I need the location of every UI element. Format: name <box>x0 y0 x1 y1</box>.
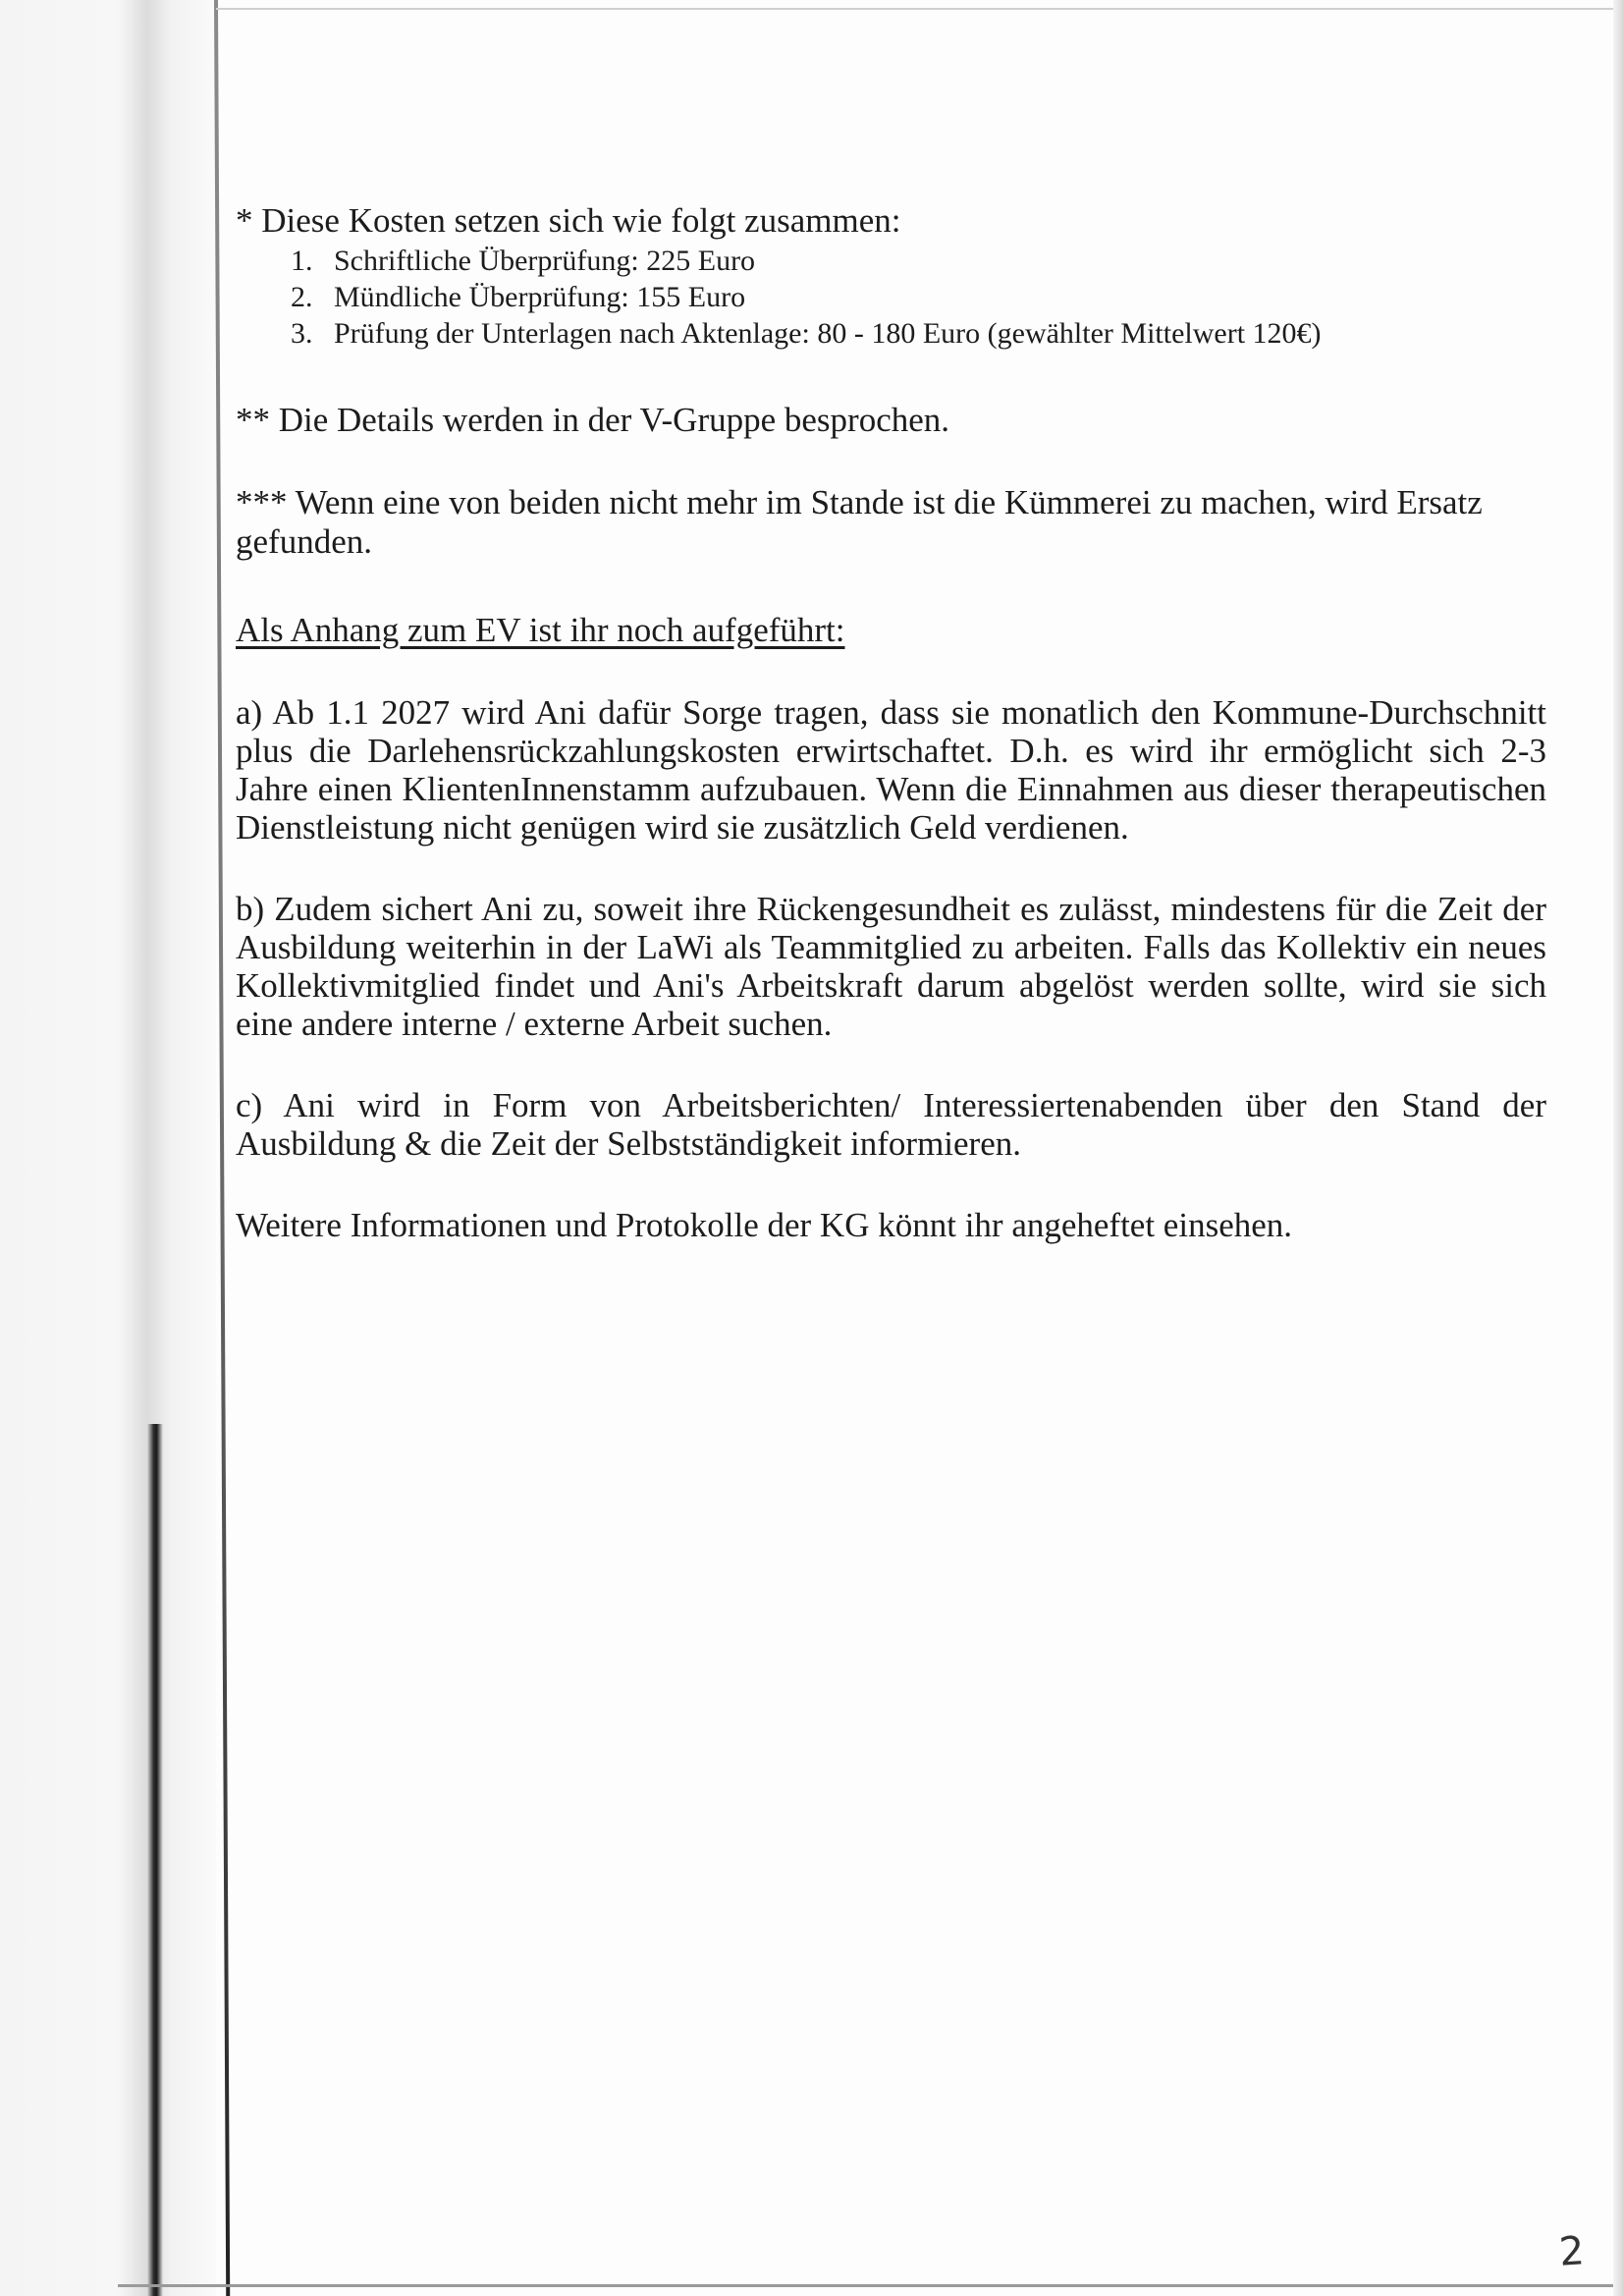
page-bottom-edge <box>118 2284 1623 2287</box>
list-text: Schriftliche Überprüfung: 225 Euro <box>334 245 756 277</box>
document-body <box>236 201 1546 1280</box>
list-text: Prüfung der Unterlagen nach Aktenlage: 80 - 180 Euro (gewählter Mittelwert 120€) <box>334 317 1322 350</box>
binding-edge-line <box>214 0 230 2296</box>
page-right-edge <box>1613 0 1623 2296</box>
page-top-edge <box>216 8 1623 10</box>
cost-list-item <box>291 243 1546 279</box>
cost-list <box>236 243 1546 352</box>
paragraph-b: b) Zudem sichert Ani zu, soweit ihre Rückengesundheit es zulässt, mindestens für die Zeit der Ausbildung weiterhin in der LaWi als Teammitglied zu arbeiten. Falls das Kollektiv ein neues Kollektivmitglied findet und Ani's Arbeitskraft darum abgelöst werden sollte, wird sie sich eine andere interne / externe Arbeit suchen. <box>236 890 1546 1043</box>
list-number: 1. <box>291 245 313 277</box>
list-number: 2. <box>291 281 313 313</box>
appendix-heading: Als Anhang zum EV ist ihr noch aufgeführt: <box>236 611 845 649</box>
cost-list-item <box>291 279 1546 315</box>
list-text: Mündliche Überprüfung: 155 Euro <box>334 281 746 313</box>
binding-edge-shadow <box>147 1424 163 2296</box>
paragraph-a: a) Ab 1.1 2027 wird Ani dafür Sorge tragen, dass sie monatlich den Kommune-Durchschnitt plus die Darlehensrückzahlungskosten erwirtschaftet. D.h. es wird ihr ermöglicht sich 2-3 Jahre einen KlientenInnenstamm aufzubauen. Wenn die Einnahmen aus dieser therapeutischen Dienstleistung nicht genügen wird sie zusätzlich Geld verdienen. <box>236 693 1546 847</box>
binding-shadow <box>0 0 216 2296</box>
footnote-replacement: *** Wenn eine von beiden nicht mehr im Stande ist die Kümmerei zu machen, wird Ersatz gefunden. <box>236 483 1483 561</box>
closing-sentence: Weitere Informationen und Protokolle der KG könnt ihr angeheftet einsehen. <box>236 1206 1293 1244</box>
list-number: 3. <box>291 317 313 350</box>
paragraph-c: c) Ani wird in Form von Arbeitsberichten/ Interessiertenabenden über den Stand der Ausbildung & die Zeit der Selbstständigkeit informieren. <box>236 1086 1546 1163</box>
page-number: 2 <box>1557 2228 1587 2275</box>
cost-list-item <box>291 315 1546 352</box>
footnote-costs: * Diese Kosten setzen sich wie folgt zusammen: <box>236 201 901 240</box>
footnote-details: ** Die Details werden in der V-Gruppe besprochen. <box>236 401 950 439</box>
